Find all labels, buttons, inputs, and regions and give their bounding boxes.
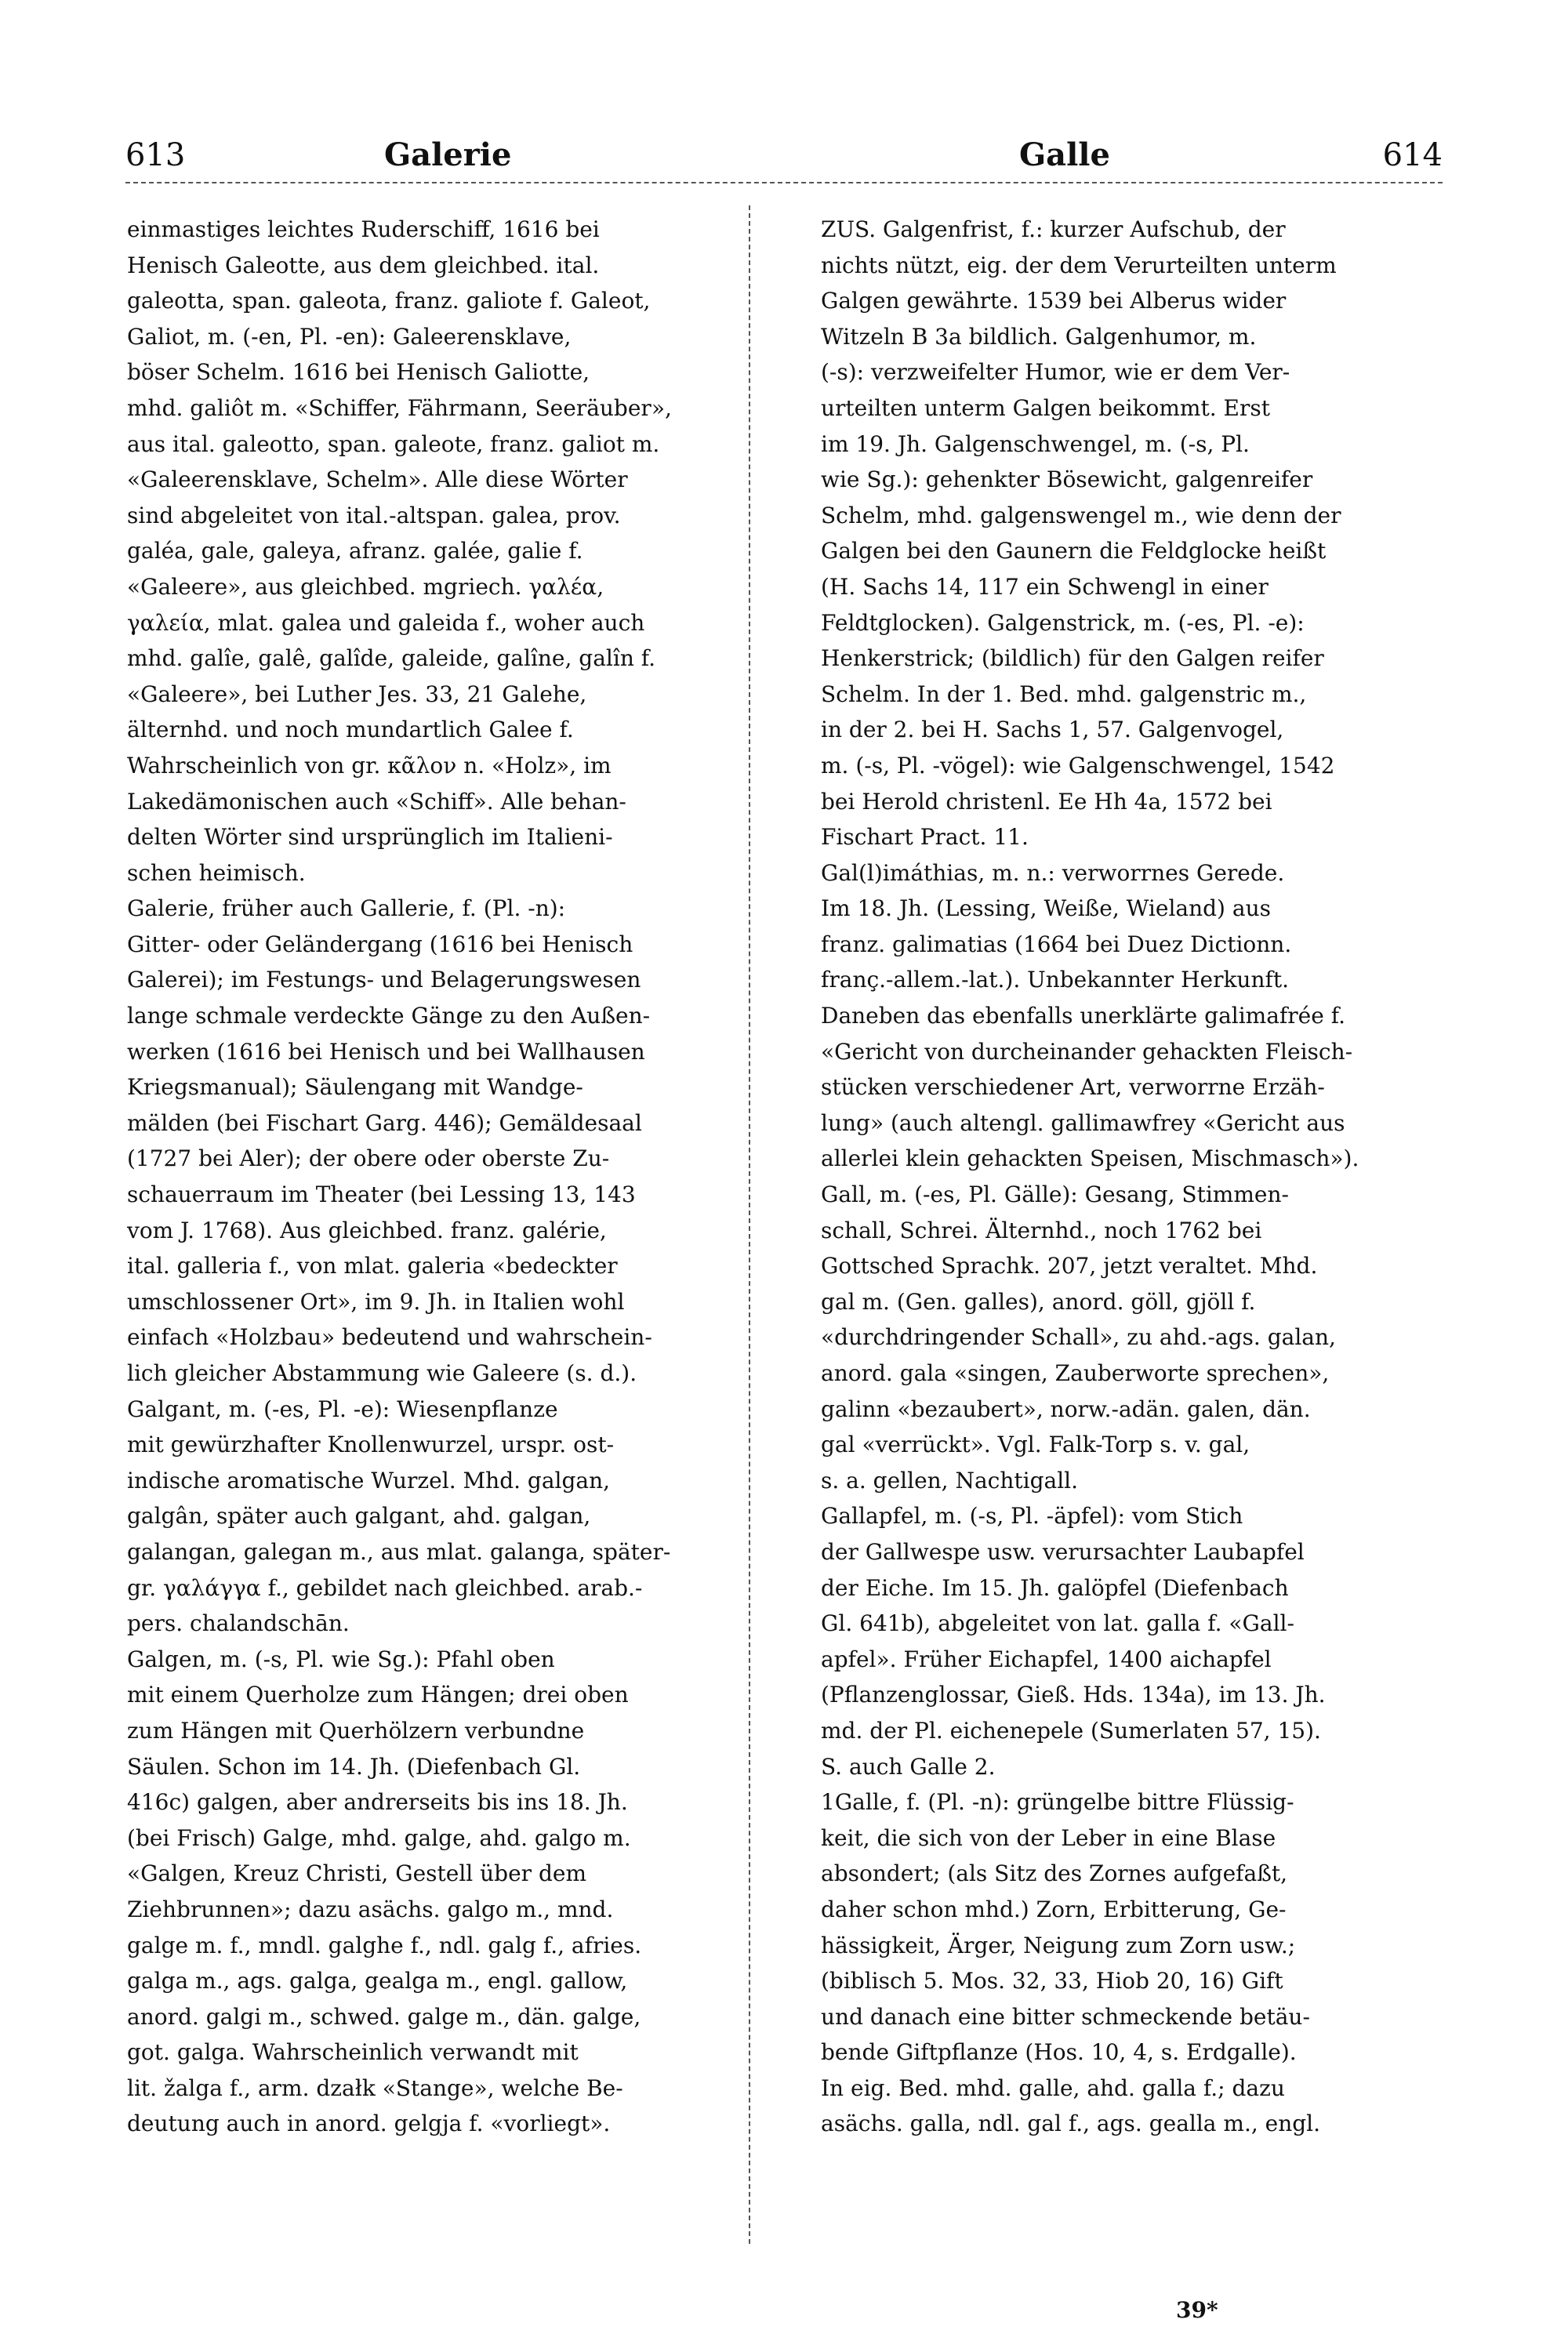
text-line: Schelm, mhd. galgenswengel m., wie denn der [821, 502, 1341, 528]
text-line: galge m. f., mndl. galghe f., ndl. galg f., afries. [127, 1932, 642, 1958]
text-line: In eig. Bed. mhd. galle, ahd. galla f.; dazu [821, 2074, 1285, 2101]
text-line: Gal(l)imáthias, m. n.: verworrnes Gerede. [821, 859, 1285, 886]
text-line: gal «verrückt». Vgl. Falk-Torp s. v. gal, [821, 1432, 1250, 1458]
text-line: Ziehbrunnen»; dazu asächs. galgo m., mnd. [127, 1896, 614, 1922]
text-line: mhd. galiôt m. «Schiffer, Fährmann, Seeräuber», [127, 394, 672, 421]
text-line: «Galgen, Kreuz Christi, Gestell über dem [127, 1860, 587, 1887]
text-line: Henkerstrick; (bildlich) für den Galgen reifer [821, 645, 1324, 672]
text-line: apfel». Früher Eichapfel, 1400 aichapfel [821, 1646, 1272, 1672]
text-line: Henisch Galeotte, aus dem gleichbed. ital. [127, 252, 600, 278]
page-number-left: 613 [125, 137, 186, 173]
running-headword-right: Galle [1019, 136, 1110, 173]
text-line: indische aromatische Wurzel. Mhd. galgan, [127, 1467, 611, 1494]
text-line: Wahrscheinlich von gr. κᾶλον n. «Holz», im [127, 752, 612, 779]
text-line: vom J. 1768). Aus gleichbed. franz. galérie, [127, 1217, 607, 1243]
text-line: (1727 bei Aler); der obere oder oberste Zu- [127, 1145, 610, 1172]
page-number-right: 614 [1382, 137, 1443, 173]
text-line: lung» (auch altengl. gallimawfrey «Gericht aus [821, 1109, 1345, 1136]
text-line: galinn «bezaubert», norw.-adän. galen, dän. [821, 1396, 1311, 1422]
text-line: galgân, später auch galgant, ahd. galgan, [127, 1503, 591, 1530]
text-line: älternhd. und noch mundartlich Galee f. [127, 717, 574, 743]
text-line: mit einem Querholze zum Hängen; drei oben [127, 1682, 629, 1708]
text-line: wie Sg.): gehenkter Bösewicht, galgenreifer [821, 466, 1313, 493]
text-line: «Galeere», aus gleichbed. mgriech. γαλέα, [127, 573, 604, 600]
text-line: Galgen, m. (-s, Pl. wie Sg.): Pfahl oben [127, 1646, 555, 1672]
text-line: Galgen gewährte. 1539 bei Alberus wider [821, 288, 1287, 314]
text-line: ital. galleria f., von mlat. galeria «bedeckter [127, 1253, 618, 1279]
text-line: deutung auch in anord. gelgja f. «vorliegt». [127, 2111, 611, 2137]
text-line: Witzeln B 3a bildlich. Galgenhumor, m. [821, 323, 1257, 350]
text-line: Galgant, m. (-es, Pl. -e): Wiesenpflanze [127, 1396, 558, 1422]
text-line: Schelm. In der 1. Bed. mhd. galgenstric m., [821, 681, 1307, 707]
text-line: 416c) galgen, aber andrerseits bis ins 18. Jh. [127, 1789, 628, 1816]
text-line: böser Schelm. 1616 bei Henisch Galiotte, [127, 359, 590, 386]
text-line: schauerraum im Theater (bei Lessing 13, 143 [127, 1181, 636, 1208]
text-line: galangan, galegan m., aus mlat. galanga, später- [127, 1538, 671, 1565]
text-line: «Gericht von durcheinander gehackten Fleisch- [821, 1038, 1353, 1065]
text-line: Daneben das ebenfalls unerklärte galimafrée f. [821, 1003, 1345, 1029]
running-headword-left: Galerie [384, 136, 512, 173]
text-line: (Pflanzenglossar, Gieß. Hds. 134a), im 13. Jh. [821, 1682, 1326, 1708]
text-line: anord. gala «singen, Zauberworte sprechen», [821, 1360, 1330, 1386]
text-line: keit, die sich von der Leber in eine Blase [821, 1824, 1276, 1851]
text-line: Galgen bei den Gaunern die Feldglocke heißt [821, 538, 1327, 564]
text-line: aus ital. galeotto, span. galeote, franz. galiot m. [127, 430, 660, 457]
text-line: werken (1616 bei Henisch und bei Wallhausen [127, 1038, 645, 1065]
text-line: pers. chalandschān. [127, 1610, 350, 1637]
text-line: absondert; (als Sitz des Zornes aufgefaßt, [821, 1860, 1288, 1887]
text-line: galéa, gale, galeya, afranz. galée, galie f. [127, 538, 583, 564]
text-line: einmastiges leichtes Ruderschiff, 1616 bei [127, 216, 600, 242]
text-line: s. a. gellen, Nachtigall. [821, 1467, 1079, 1494]
text-line: galga m., ags. galga, gealga m., engl. gallow, [127, 1968, 628, 1994]
text-line: Gl. 641b), abgeleitet von lat. galla f. «Gall- [821, 1610, 1294, 1637]
text-line: mit gewürzhafter Knollenwurzel, urspr. ost- [127, 1432, 615, 1458]
text-line: md. der Pl. eichenepele (Sumerlaten 57, 15). [821, 1717, 1321, 1744]
text-line: Kriegsmanual); Säulengang mit Wandge- [127, 1074, 583, 1101]
text-line: Lakedämonischen auch «Schiff». Alle behan- [127, 788, 626, 815]
text-line: Im 18. Jh. (Lessing, Weiße, Wieland) aus [821, 895, 1271, 922]
text-line: «durchdringender Schall», zu ahd.-ags. galan, [821, 1324, 1336, 1351]
text-line: mälden (bei Fischart Garg. 446); Gemäldesaal [127, 1109, 642, 1136]
right-column [821, 212, 1425, 2142]
text-line: allerlei klein gehackten Speisen, Mischmasch»). [821, 1145, 1359, 1172]
text-line: «Galeere», bei Luther Jes. 33, 21 Galehe, [127, 681, 587, 707]
text-line: und danach eine bitter schmeckende betäu- [821, 2003, 1310, 2030]
text-line: Fischart Pract. 11. [821, 824, 1029, 851]
text-line: zum Hängen mit Querhölzern verbundne [127, 1717, 585, 1744]
text-line: franz. galimatias (1664 bei Duez Dictionn. [821, 931, 1292, 957]
text-line: in der 2. bei H. Sachs 1, 57. Galgenvogel, [821, 717, 1284, 743]
text-line: Galerie, früher auch Gallerie, f. (Pl. -n): [127, 895, 566, 922]
signature-mark: 39* [1176, 2297, 1218, 2323]
text-line: (H. Sachs 14, 117 ein Schwengl in einer [821, 573, 1269, 600]
text-line: «Galeerensklave, Schelm». Alle diese Wörter [127, 466, 628, 493]
text-line: daher schon mhd.) Zorn, Erbitterung, Ge- [821, 1896, 1287, 1922]
text-line: Säulen. Schon im 14. Jh. (Diefenbach Gl. [127, 1753, 581, 1780]
text-line: franç.-allem.-lat.). Unbekannter Herkunft. [821, 967, 1290, 993]
text-line: (biblisch 5. Mos. 32, 33, Hiob 20, 16) Gift [821, 1968, 1283, 1994]
running-header [125, 132, 1443, 179]
text-line: bende Giftpflanze (Hos. 10, 4, s. Erdgalle). [821, 2039, 1297, 2066]
column-divider [749, 205, 750, 2244]
text-line: schall, Schrei. Älternhd., noch 1762 bei [821, 1217, 1262, 1243]
text-line: im 19. Jh. Galgenschwengel, m. (-s, Pl. [821, 430, 1250, 457]
text-line: ZUS. Galgenfrist, f.: kurzer Aufschub, der [821, 216, 1286, 242]
text-line: (-s): verzweifelter Humor, wie er dem Ver- [821, 359, 1290, 386]
text-line: 1Galle, f. (Pl. -n): grüngelbe bittre Flüssig- [821, 1789, 1294, 1816]
text-line: bei Herold christenl. Ee Hh 4a, 1572 bei [821, 788, 1272, 815]
text-line: sind abgeleitet von ital.-altspan. galea, prov. [127, 502, 621, 528]
text-line: der Gallwespe usw. verursachter Laubapfel [821, 1538, 1305, 1565]
text-line: nichts nützt, eig. der dem Verurteilten unterm [821, 252, 1337, 278]
text-line: γαλεία, mlat. galea und galeida f., woher auch [127, 609, 645, 636]
text-line: gal m. (Gen. galles), anord. göll, gjöll f. [821, 1288, 1256, 1315]
text-line: einfach «Holzbau» bedeutend und wahrschein- [127, 1324, 652, 1351]
text-line: Gitter- oder Geländergang (1616 bei Henisch [127, 931, 633, 957]
text-line: Feldtglocken). Galgenstrick, m. (-es, Pl. -e): [821, 609, 1305, 636]
text-line: Galiot, m. (-en, Pl. -en): Galeerensklave, [127, 323, 572, 350]
header-rule [125, 182, 1443, 183]
text-line: (bei Frisch) Galge, mhd. galge, ahd. galgo m. [127, 1824, 631, 1851]
text-line: Gallapfel, m. (-s, Pl. -äpfel): vom Stich [821, 1503, 1243, 1530]
text-line: m. (-s, Pl. -vögel): wie Galgenschwengel, 1542 [821, 752, 1335, 779]
text-line: umschlossener Ort», im 9. Jh. in Italien wohl [127, 1288, 625, 1315]
text-line: der Eiche. Im 15. Jh. galöpfel (Diefenbach [821, 1574, 1289, 1601]
text-line: lich gleicher Abstammung wie Galeere (s. d.). [127, 1360, 637, 1386]
text-line: gr. γαλάγγα f., gebildet nach gleichbed. arab.- [127, 1574, 643, 1601]
text-line: S. auch Galle 2. [821, 1753, 996, 1780]
text-line: anord. galgi m., schwed. galge m., dän. galge, [127, 2003, 641, 2030]
text-line: got. galga. Wahrscheinlich verwandt mit [127, 2039, 579, 2066]
text-line: Gottsched Sprachk. 207, jetzt veraltet. Mhd. [821, 1253, 1318, 1279]
text-line: hässigkeit, Ärger, Neigung zum Zorn usw.; [821, 1932, 1296, 1958]
text-line: lit. žalga f., arm. dzałk «Stange», welche Be- [127, 2074, 623, 2101]
text-line: mhd. galîe, galê, galîde, galeide, galîne, galîn f. [127, 645, 656, 672]
text-line: stücken verschiedener Art, verworrne Erzäh- [821, 1074, 1325, 1101]
text-line: asächs. galla, ndl. gal f., ags. gealla m., engl. [821, 2111, 1321, 2137]
text-line: lange schmale verdeckte Gänge zu den Außen- [127, 1003, 651, 1029]
left-column [127, 212, 731, 2142]
text-line: Galerei); im Festungs- und Belagerungswesen [127, 967, 641, 993]
text-line: urteilten unterm Galgen beikommt. Erst [821, 394, 1270, 421]
text-line: delten Wörter sind ursprünglich im Italieni- [127, 824, 613, 851]
text-line: galeotta, span. galeota, franz. galiote f. Galeot, [127, 288, 651, 314]
text-line: schen heimisch. [127, 859, 306, 886]
text-line: Gall, m. (-es, Pl. Gälle): Gesang, Stimmen- [821, 1181, 1289, 1208]
